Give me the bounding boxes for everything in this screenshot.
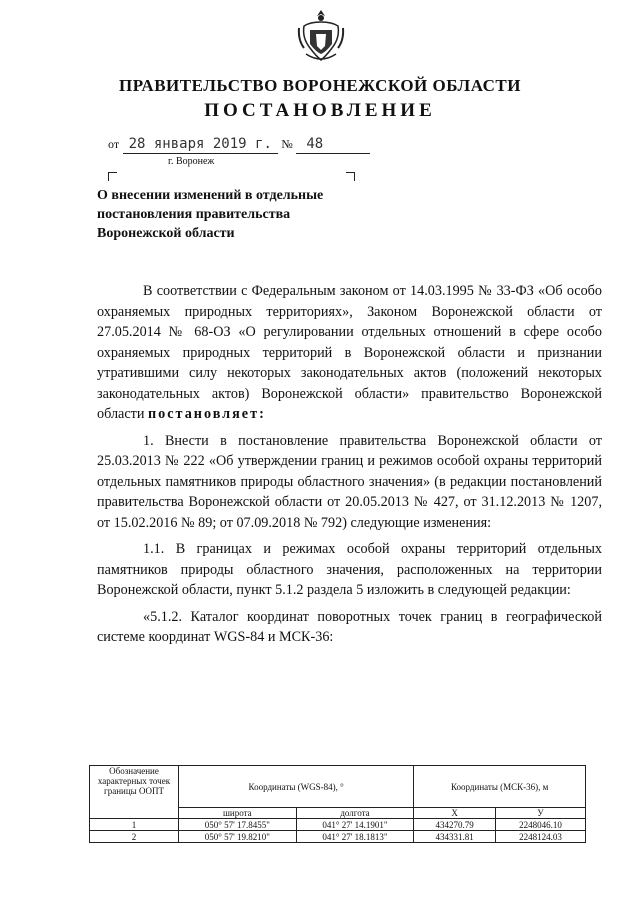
- government-title: ПРАВИТЕЛЬСТВО ВОРОНЕЖСКОЙ ОБЛАСТИ: [118, 76, 521, 95]
- document-subject: О внесении изменений в отдельные постановления правительства Воронежской области: [97, 188, 324, 241]
- longitude-cell: 041° 27' 14.1901": [296, 819, 414, 831]
- latitude-cell: 050° 57' 17.8455": [179, 819, 297, 831]
- y-header: У: [495, 808, 585, 819]
- corner-mark-right: [346, 172, 355, 181]
- document-date: 28 января 2019 г.: [128, 136, 272, 152]
- point-cell: 1: [90, 819, 179, 831]
- preamble-text: В соответствии с Федеральным законом от 14.03.1995 № 33-ФЗ «Об особо охраняемых природных территориях», Законом Воронежской области от 27.05.2014 № 68-ОЗ «О регулировании отдельных отношений в сфере особо охраняемых природных территорий в Воронежской области и признании утратившими силу некоторых законодательных актов (положений некоторых законодательных актов) Воронежской области» правительство Воронежской области: [97, 283, 602, 422]
- longitude-header: долгота: [296, 808, 414, 819]
- table-header-row: [90, 766, 586, 808]
- corner-mark-left: [108, 172, 117, 181]
- city-label: г. Воронеж: [168, 156, 215, 167]
- latitude-cell: 050° 57' 19.8210": [179, 831, 297, 843]
- table-row: [90, 831, 586, 843]
- resolve-word: постановляет:: [147, 406, 266, 422]
- latitude-header: широта: [179, 808, 297, 819]
- y-cell: 2248046.10: [495, 819, 585, 831]
- date-prefix: от: [108, 137, 120, 151]
- x-cell: 434270.79: [414, 819, 496, 831]
- y-cell: 2248124.03: [495, 831, 585, 843]
- document-body: [97, 281, 602, 648]
- document-type-title: ПОСТАНОВЛЕНИЕ: [204, 100, 436, 121]
- wgs-group-header: Координаты (WGS-84), °: [179, 766, 414, 808]
- point-cell: 2: [90, 831, 179, 843]
- document-number: 48: [306, 136, 324, 152]
- paragraph-item-1-1: 1.1. В границах и режимах особой охраны территорий отдельных памятников природы областного значения, расположенных на территории Воронежской области, пункт 5.1.2 раздела 5 изложить в следующей редакции:: [97, 541, 602, 598]
- table-row: [90, 819, 586, 831]
- coat-of-arms-emblem: [296, 8, 346, 64]
- x-header: Х: [414, 808, 496, 819]
- number-sign: №: [281, 137, 293, 151]
- col-points-header: Обозначение характерных точек границы ООПТ: [90, 766, 179, 819]
- longitude-cell: 041° 27' 18.1813": [296, 831, 414, 843]
- msk-group-header: Координаты (МСК-36), м: [414, 766, 586, 808]
- paragraph-preamble: [97, 281, 602, 425]
- paragraph-item-5-1-2: «5.1.2. Каталог координат поворотных точек границ в географической системе координат WGS-84 и МСК-36:: [97, 608, 602, 645]
- coordinates-table: [89, 765, 586, 843]
- paragraph-item-1: 1. Внести в постановление правительства Воронежской области от 25.03.2013 № 222 «Об утверждении границ и режимов особой охраны территорий отдельных памятников природы областного значения» (в редакции постановлений правительства Воронежской области от 20.05.2013 № 427, от 31.12.2013 № 1207, от 15.02.2016 № 89; от 07.09.2018 № 792) следующие изменения:: [97, 432, 602, 531]
- x-cell: 434331.81: [414, 831, 496, 843]
- date-number-line: [108, 136, 370, 154]
